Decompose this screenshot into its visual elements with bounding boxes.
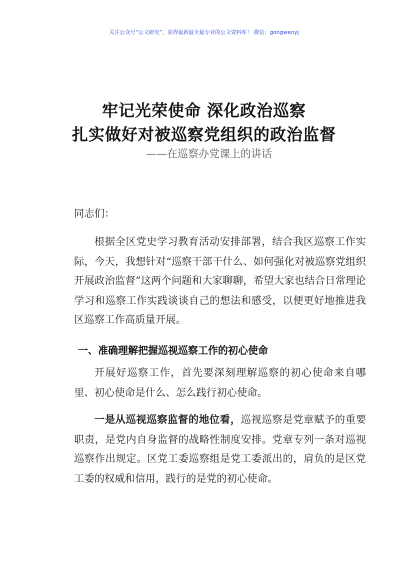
paragraph-3-rest: 巡视巡察是党章赋予的重要职责，是党内自身监督的战略性制度安排。党章专列一条对巡视巡察作出规定。区党工委巡察组是党工委派出的，肩负的是区党工委的权威和信用，践行的是党的初心使命。	[74, 415, 367, 485]
section-heading-1: 一、准确理解把握巡视巡察工作的初心使命	[78, 346, 268, 357]
salutation: 同志们：	[74, 209, 115, 220]
paragraph-3-lead: 一是从巡视巡察监督的地位看，	[94, 415, 241, 426]
title-line-2: 扎实做好对被巡察党组织的政治监督	[71, 125, 336, 144]
paragraph-1: 根据全区党史学习教育活动安排部署，结合我区巡察工作实际，今天，我想针对“巡察干部干什么、如何强化对被巡察党组织开展政治监督”这两个问题和大家聊聊，希望大家也结合日常理论学习和巡察工作实践谈谈自己的想法和感受，以便更好地推进我区巡察工作高质量开展。	[74, 237, 366, 327]
title-line-1: 牢记光荣使命 深化政治巡察	[101, 101, 307, 120]
paragraph-2: 开展好巡察工作，首先要深刻理解巡察的初心使命来自哪里、初心使命是什么、怎么践行初心使命。	[74, 368, 366, 399]
subtitle: ——在巡察办党课上的讲话	[146, 148, 272, 160]
header-note: 关注公众号“公文研究”，获得最新最全最专业的公文资料库！ 微信：gongwenyj	[109, 30, 299, 36]
paragraph-3	[74, 411, 366, 489]
